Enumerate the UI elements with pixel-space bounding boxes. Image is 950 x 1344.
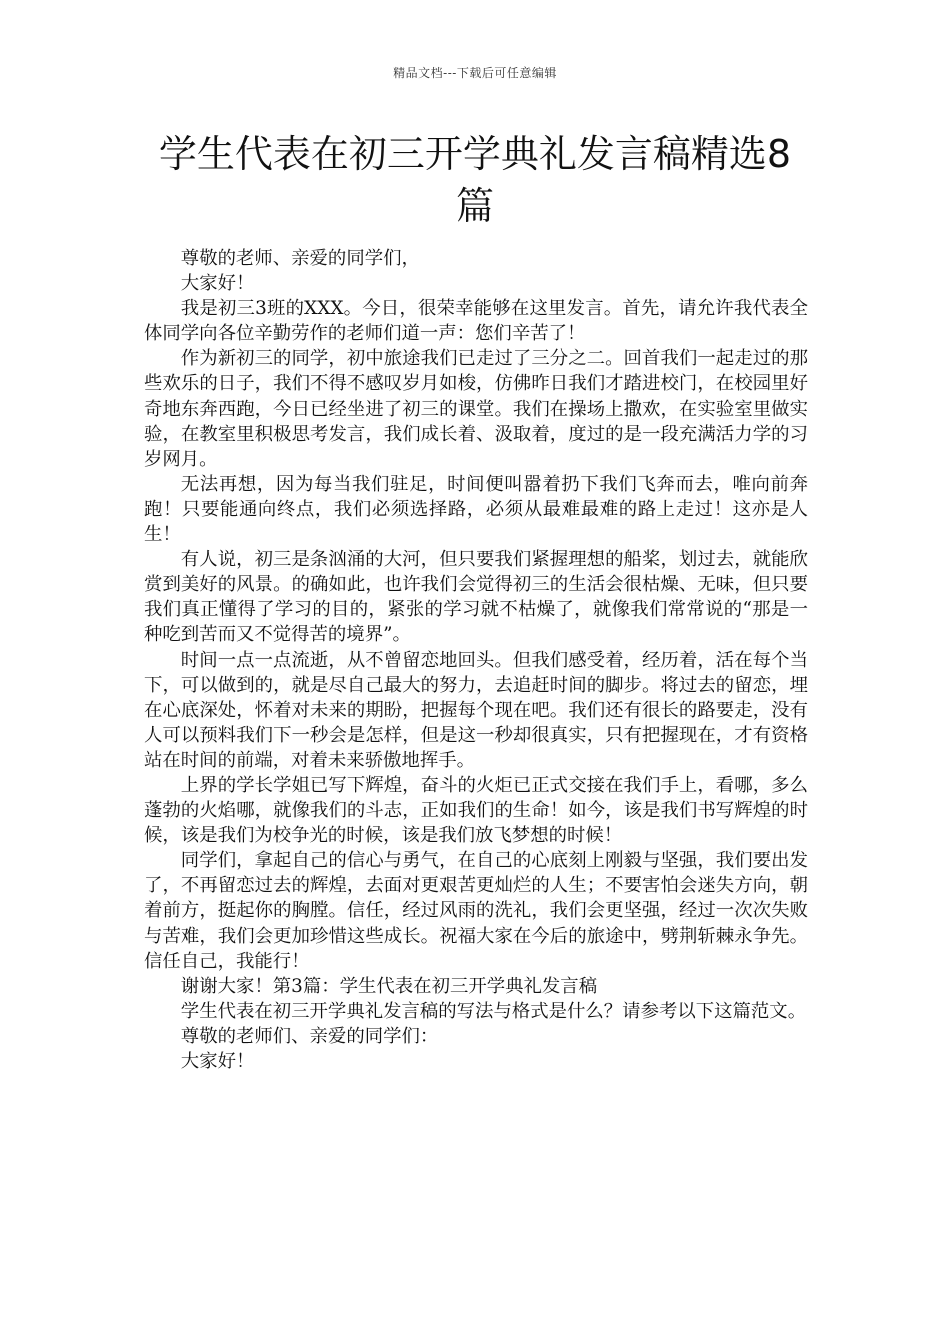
paragraph: 时间一点一点流逝，从不曾留恋地回头。但我们感受着，经历着，活在每个当下，可以做到的，就是尽自己最大的努力，去追赶时间的脚步。将过去的留恋，埋在心底深处，怀着对未来的期盼，把握每个现在吧。我们还有很长的路要走，没有人可以预料我们下一秒会是怎样，但是这一秒却很真实，只有把握现在，才有资格站在时间的前端，对着未来骄傲地挥手。 [144,649,808,771]
paragraph: 谢谢大家！第3篇：学生代表在初三开学典礼发言稿 [180,975,598,997]
document-body [144,246,808,1074]
paragraph: 大家好！ [180,1051,255,1072]
paragraph: 尊敬的老师、亲爱的同学们， [180,248,420,269]
paragraph: 同学们，拿起自己的信心与勇气，在自己的心底刻上刚毅与坚强，我们要出发了，不再留恋过去的辉煌，去面对更艰苦更灿烂的人生；不要害怕会迷失方向，朝着前方，挺起你的胸膛。信任，经过风雨的洗礼，我们会更坚强，经过一次次失败与苦难，我们会更加珍惜这些成长。祝福大家在今后的旅途中，劈荆斩棘永争先。信任自己，我能行！ [144,850,808,972]
paragraph: 大家好！ [180,273,255,295]
paragraph: 学生代表在初三开学典礼发言稿的写法与格式是什么？请参考以下这篇范文。 [180,1000,807,1022]
paragraph: 作为新初三的同学，初中旅途我们已走过了三分之二。回首我们一起走过的那些欢乐的日子，我们不得不感叹岁月如梭，仿佛昨日我们才踏进校门，在校园里好奇地东奔西跑，今日已经坐进了初三的课堂。我们在操场上撒欢，在实验室里做实验，在教室里积极思考发言，我们成长着、汲取着，度过的是一段充满活力学的习岁网月。 [144,348,808,470]
paragraph: 有人说，初三是条汹涌的大河，但只要我们紧握理想的船桨，划过去，就能欣赏到美好的风景。的确如此，也许我们会觉得初三的生活会很枯燥、无味，但只要我们真正懂得了学习的目的，紧张的学习就不枯燥了，就像我们常常说的“那是一种吃到苦而又不觉得苦的境界”。 [144,549,808,646]
paragraph: 我是初三3班的XXX。今日，很荣幸能够在这里发言。首先，请允许我代表全体同学向各位辛勤劳作的老师们道一声：您们辛苦了！ [144,298,808,345]
paragraph: 尊敬的老师们、亲爱的同学们： [180,1025,439,1047]
paragraph: 上界的学长学姐已写下辉煌，奋斗的火炬已正式交接在我们手上，看哪，多么蓬勃的火焰哪，就像我们的斗志，正如我们的生命！如今，该是我们书写辉煌的时候，该是我们为校争光的时候，该是我们放飞梦想的时候！ [144,774,808,847]
header-note: 精品文档---下载后可任意编辑 [393,66,557,80]
document-title: 学生代表在初三开学典礼发言稿精选8篇 [158,132,792,228]
paragraph: 无法再想，因为每当我们驻足，时间便叫嚣着扔下我们飞奔而去，唯向前奔跑！只要能通向终点，我们必须选择路，必须从最难最难的路上走过！这亦是人生！ [144,473,808,546]
